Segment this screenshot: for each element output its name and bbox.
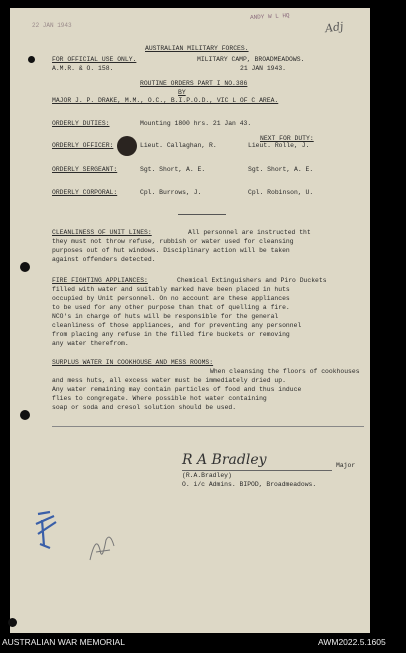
issuing-officer: MAJOR J. P. DRAKE, M.M., O.C., B.I.P.O.D., VIC L OF C AREA.	[52, 97, 279, 104]
fire-line: from placing any refuse in the filled fire buckets or removing	[52, 331, 290, 338]
orderly-sergeant: Sgt. Short, A. E.	[140, 166, 206, 173]
orders-title: ROUTINE ORDERS PART I NO.386	[140, 80, 248, 87]
surplus-line: flies to congregate. Where possible hot water containing	[52, 395, 267, 402]
handwritten-signature: R A Bradley	[182, 452, 267, 468]
surplus-heading: SURPLUS WATER IN COOKHOUSE AND MESS ROOMS:	[52, 359, 214, 366]
fire-line: Chemical Extinguishers and Piro Duckets	[177, 277, 327, 284]
fire-line: NCO's in charge of huts will be responsible for the general	[52, 313, 279, 320]
handwritten-initials: Adj	[324, 19, 345, 36]
signature-line	[182, 470, 332, 471]
signatory-name: (R.A.Bradley)	[182, 472, 232, 479]
official-use-label: FOR OFFICIAL USE ONLY.	[52, 56, 137, 63]
punch-hole	[28, 56, 35, 63]
punch-hole	[20, 410, 30, 420]
date-stamp: 22 JAN 1943	[32, 22, 72, 29]
mounting-time: Mounting 1800 hrs. 21 Jan 43.	[140, 120, 252, 127]
archive-reference: AWM2022.5.1605	[318, 637, 386, 647]
pencil-initials	[86, 530, 120, 566]
orderly-sergeant-label: ORDERLY SERGEANT:	[52, 166, 118, 173]
form-reference: A.M.R. & O. 158.	[52, 65, 114, 72]
punch-hole	[20, 262, 30, 272]
ink-blot	[117, 136, 137, 156]
blue-pencil-mark	[32, 508, 62, 554]
cleanliness-line: purposes out of hut windows. Disciplinary action will be taken	[52, 247, 290, 254]
org-heading: AUSTRALIAN MILITARY FORCES.	[145, 45, 249, 52]
by-label: BY	[178, 89, 186, 96]
cleanliness-line: against offenders detected.	[52, 256, 156, 263]
orderly-corporal-label: ORDERLY CORPORAL:	[52, 189, 118, 196]
camp-location: MILITARY CAMP, BROADMEADOWS.	[197, 56, 305, 63]
order-date: 21 JAN 1943.	[240, 65, 287, 72]
cleanliness-heading: CLEANLINESS OF UNIT LINES:	[52, 229, 152, 236]
orderly-sergeant-next: Sgt. Short, A. E.	[248, 166, 314, 173]
next-for-duty-label: NEXT FOR DUTY:	[260, 135, 314, 142]
orderly-corporal-next: Cpl. Robinson, U.	[248, 189, 314, 196]
orderly-officer-next: Lieut. Rolle, J.	[248, 142, 310, 149]
document-page	[10, 8, 370, 633]
orderly-officer-label: ORDERLY OFFICER:	[52, 142, 114, 149]
surplus-line: When cleansing the floors of cookhouses	[210, 368, 360, 375]
punch-hole	[8, 618, 17, 627]
fire-line: occupied by Unit personnel. On no account are these appliances	[52, 295, 290, 302]
surplus-line: Any water remaining may contain particles of food and thus induce	[52, 386, 302, 393]
fire-line: any water therefrom.	[52, 340, 129, 347]
orderly-corporal: Cpl. Burrows, J.	[140, 189, 202, 196]
surplus-line: and mess huts, all excess water must be immediately dried up.	[52, 377, 286, 384]
cleanliness-line: All personnel are instructed tht	[188, 229, 311, 236]
orderly-officer: Lieut. Callaghan, R.	[140, 142, 217, 149]
signatory-rank: Major	[336, 462, 356, 469]
signatory-title: O. i/c Admins. BIPOD, Broadmeadows.	[182, 481, 317, 488]
fire-line: filled with water and suitably marked have been placed in huts	[52, 286, 290, 293]
cleanliness-line: they must not throw refuse, rubbish or water used for cleansing	[52, 238, 294, 245]
fire-line: to be used for any other purpose than that of quelling a fire.	[52, 304, 290, 311]
received-stamp: ANDY W L HQ	[249, 11, 290, 22]
surplus-line: soap or soda and cresol solution should be used.	[52, 404, 237, 411]
fire-line: cleanliness of those appliances, and for preventing any personnel	[52, 322, 302, 329]
section-divider	[52, 426, 364, 427]
fire-heading: FIRE FIGHTING APPLIANCES:	[52, 277, 148, 284]
archive-credit: AUSTRALIAN WAR MEMORIAL	[2, 637, 125, 647]
orderly-duties-label: ORDERLY DUTIES:	[52, 120, 110, 127]
section-divider	[178, 214, 226, 215]
